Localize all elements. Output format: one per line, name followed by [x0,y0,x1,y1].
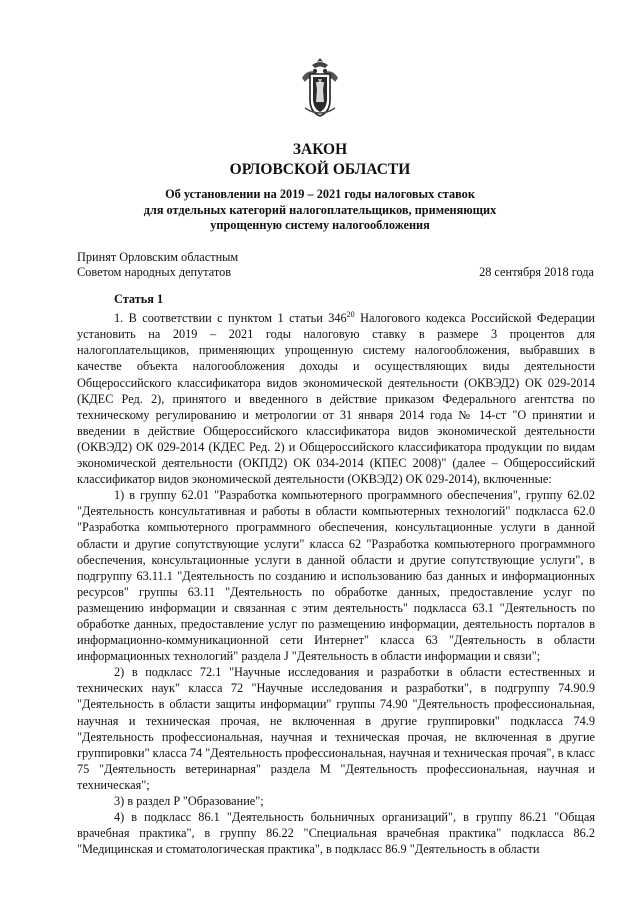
paragraph-text: Налогового кодекса Российской Федерации установить на 2019 – 2021 годы налоговую ставку в размере 3 процентов для налогоплательщиков, применяющих упрощенную систему налогообложения, выбравших в качестве объекта налогообложения доходы и осуществляющих виды деятельности Общероссийского классификатора видов экономической деятельности (ОКВЭД2) ОК 029-2014 (КДЕС Ред. 2), принятого и введенного в действие приказом Федерального агентства по техническому регулированию и метрологии от 31 января 2014 года № 14-ст "О принятии и введении в действие Общероссийского классификатора видов экономической деятельности (ОКВЭД2) ОК 029-2014 (КДЕС Ред. 2) и Общероссийского классификатора продукции по видам экономической деятельности (ОКПД2) ОК 034-2014 (КПЕС 2008)" (далее – Общероссийский классификатор видов экономической деятельности (ОКВЭД2) ОК 029-2014), включенные: [77,311,595,487]
adoption-line: Принят Орловским областным [77,250,239,264]
paragraph-text: 1. В соответствии с пунктом 1 статьи 346 [114,311,347,326]
adoption-date: 28 сентября 2018 года [479,265,594,279]
law-title-line1: ЗАКОН [292,141,348,158]
subtitle-line: Об установлении на 2019 – 2021 годы налоговых ставок [165,187,475,201]
adoption-line: Советом народных депутатов [77,265,232,279]
subtitle-line: для отдельных категорий налогоплательщиков, применяющих [143,202,497,217]
article-heading: Статья 1 [114,292,164,306]
superscript: 20 [346,310,355,320]
coat-of-arms-icon [299,56,341,118]
article-body [77,291,595,857]
list-item: 2) в подкласс 72.1 "Научные исследования и разработки в области естественных и технических наук" класса 72 "Научные исследования и разработки", в подгруппу 74.90.9 "Деятельность в области защиты информации" группы 74.90 "Деятельность профессиональная, научная и техническая прочая, не включенная в другие группировки" подкласса 74.9 "Деятельность профессиональная, научная и техническая прочая, не включенная в другие группировки" класса 74 "Деятельность профессиональная, научная и техническая прочая", в класс 75 "Деятельность ветеринарная" раздела M "Деятельность профессиональная, научная и техническая"; [77,665,595,792]
adoption-info [77,250,238,280]
law-subtitle [0,187,640,234]
subtitle-line: упрощенную систему налогообложения [210,218,430,232]
list-item: 4) в подкласс 86.1 "Деятельность больничных организаций", в группу 86.21 "Общая врачебная практика", в группу 86.22 "Специальная врачебная практика" подкласса 86.2 "Медицинская и стоматологическая практика", в подкласс 86.9 "Деятельность в области [77,810,595,857]
list-item: 3) в раздел P "Образование"; [114,794,264,808]
law-title-line2: ОРЛОВСКОЙ ОБЛАСТИ [229,161,411,178]
list-item: 1) в группу 62.01 "Разработка компьютерного программного обеспечения", группу 62.02 "Деятельность консультативная и работы в области компьютерных технологий" подкласса 62.0 "Разработка компьютерного программного обеспечения, консультационные услуги в данной области и другие сопутствующие услуги" класса 62 "Разработка компьютерного программного обеспечения, консультационные услуги в данной области и другие сопутствующие услуги", в подгруппу 63.11.1 "Деятельность по созданию и использованию баз данных и информационных ресурсов" группы 63.11 "Деятельность по обработке данных, предоставление услуг по размещению информации и связанная с этим деятельность" подкласса 63.1 "Деятельность по обработке данных, предоставление услуг по размещению информации, деятельность порталов в информационно-коммуникационной сети Интернет" класса 63 "Деятельность в области информационных технологий" раздела J "Деятельность в области информации и связи"; [77,488,595,664]
paragraph [77,307,595,487]
